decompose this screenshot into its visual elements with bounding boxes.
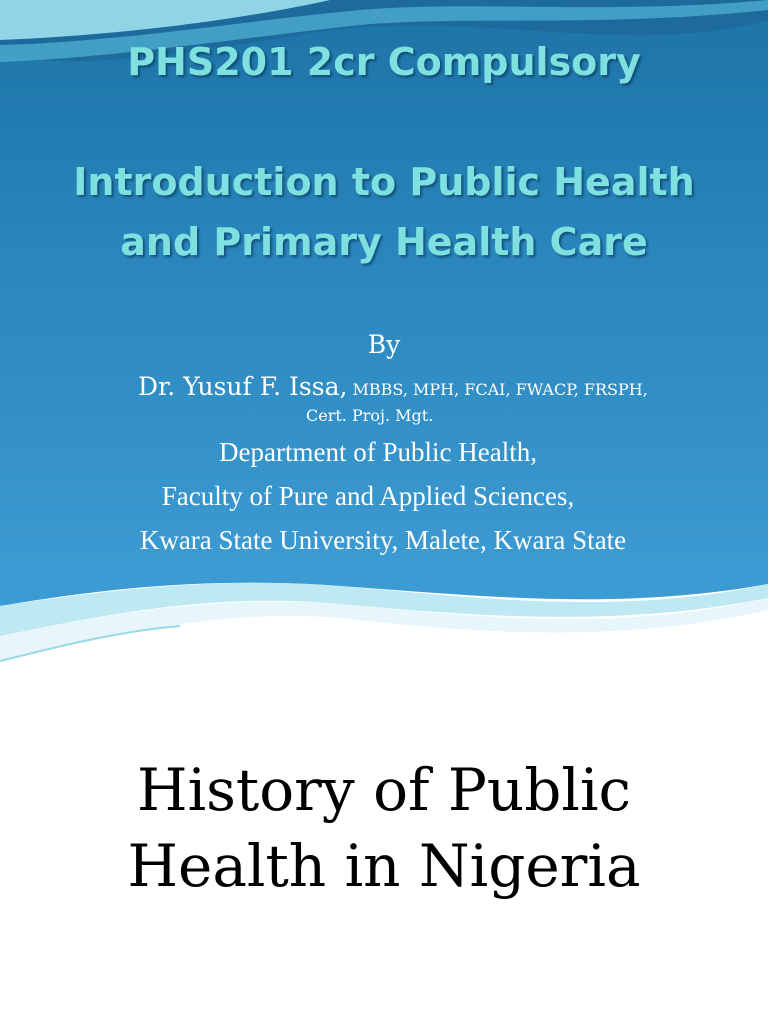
author-certification: Cert. Proj. Mgt.	[306, 406, 434, 425]
course-title-line2: and Primary Health Care	[120, 220, 648, 264]
second-slide-title-line1: History of Public	[137, 756, 631, 824]
course-title-line1: Introduction to Public Health	[73, 160, 695, 204]
second-slide-title-line2: Health in Nigeria	[127, 832, 641, 900]
university-line: Kwara State University, Malete, Kwara State	[139, 525, 627, 555]
author-name: Dr. Yusuf F. Issa,	[138, 372, 348, 401]
second-slide-title	[0, 752, 768, 904]
by-label: By	[367, 330, 401, 359]
department-line: Department of Public Health,	[219, 437, 537, 467]
title-slide-heading	[0, 32, 768, 272]
second-slide	[0, 576, 768, 1024]
faculty-line: Faculty of Pure and Applied Sciences,	[161, 481, 575, 511]
bottom-wave-decoration	[0, 576, 768, 666]
course-code-line: PHS201 2cr Compulsory	[127, 40, 641, 84]
author-qualifications: MBBS, MPH, FCAI, FWACP, FRSPH,	[352, 380, 648, 399]
author-line	[138, 372, 648, 401]
